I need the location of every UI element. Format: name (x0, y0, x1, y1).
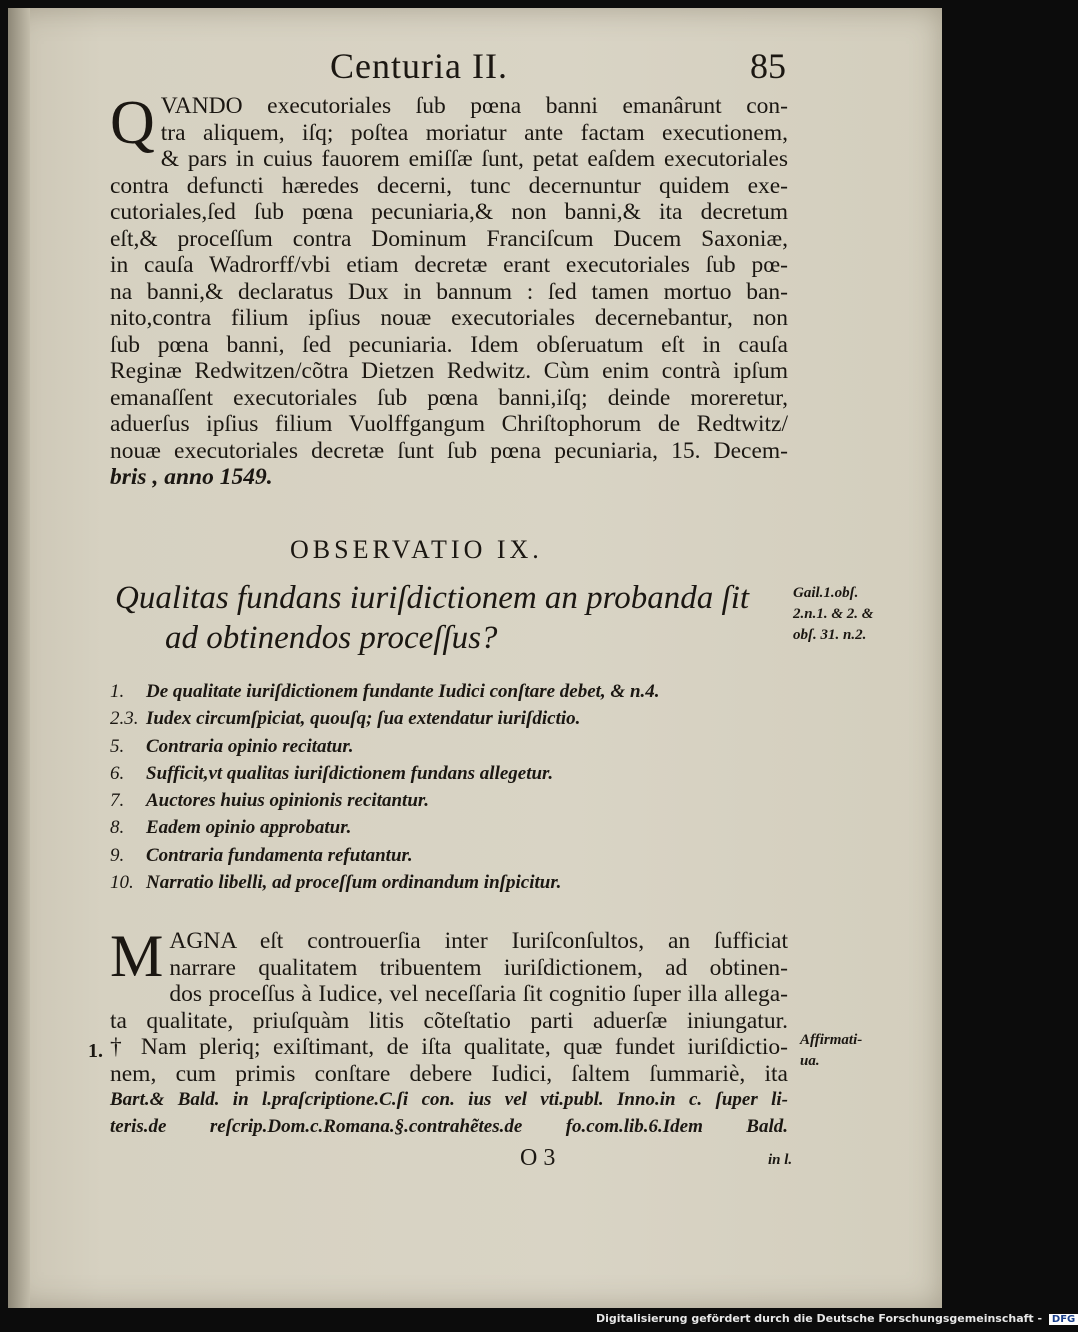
drop-cap-m: M (110, 923, 164, 989)
summary-number: 5. (110, 735, 125, 757)
paragraph-line: ta qualitate, priuſquàm litis cõteſtatio parti aduerſæ iniungatur. (110, 1007, 788, 1034)
paragraph-line-citation: Bart.& Bald. in l.praſcriptione.C.ſi con. ius vel vti.publ. Inno.in c. ſuper li- (110, 1089, 788, 1110)
summary-item (110, 760, 790, 787)
paragraph-line: in cauſa Wadrorff/vbi etiam decretæ erant executoriales ſub pœ- (110, 252, 788, 278)
paragraph-line: & pars in cuius fauorem emiſſæ ſunt, petat eaſdem executoriales (160, 146, 788, 172)
summary-text: Contraria fundamenta refutantur. (146, 844, 413, 866)
summary-item (110, 787, 790, 814)
drop-cap-q: Q (110, 89, 155, 157)
summary-text: Sufficit,vt qualitas iuriſdictionem fundans allegetur. (146, 762, 554, 784)
summary-text: Narratio libelli, ad proceſſum ordinandum inſpicitur. (146, 872, 562, 894)
summary-number: 9. (110, 844, 125, 866)
summary-number: 10. (110, 872, 134, 894)
question-line-1: Qualitas fundans iuriſdictionem an probanda ſit (115, 580, 750, 616)
footer-text: Digitalisierung gefördert durch die Deutsche Forschungsgemeinschaft - (596, 1312, 1043, 1325)
paragraph-line: Reginæ Redwitzen/cõtra Dietzen Redwitz. Cùm enim contrà ipſum (110, 358, 788, 384)
summary-item (110, 842, 790, 869)
margin-note-catchword: in l. (768, 1152, 793, 1168)
summary-number: 6. (110, 762, 125, 784)
paragraph-line: nito,contra filium ipſius nouæ executoriales decernebantur, non (110, 305, 788, 331)
paragraph-line: nouæ executoriales decretæ ſunt ſub pœna pecuniaria, 15. Decem- (110, 437, 788, 464)
margin-note-citation: Gail.1.obſ. 2.n.1. & 2. & obſ. 31. n.2. (793, 585, 874, 643)
summary-item (110, 869, 790, 896)
funding-footer (596, 1312, 1078, 1325)
paragraph-line: aduerſus ipſius filium Vuolffgangum Chriſtophorum de Redtwitz/ (110, 411, 788, 437)
paragraph-line: AGNA eſt controuerſia inter Iuriſconſultos, an ſufficiat (169, 928, 788, 954)
paragraph-line: na banni,& declaratus Dux in bannum : ſed tamen mortuo ban- (110, 278, 788, 305)
dfg-logo: DFG (1049, 1314, 1078, 1325)
summary-item (110, 678, 790, 705)
summary-text: Auctores huius opinionis recitantur. (146, 790, 429, 812)
summary-item (110, 814, 790, 841)
summary-number: 1. (110, 681, 125, 702)
question-line-2: ad obtinendos proceſſus? (165, 620, 498, 656)
paragraph-line-citation: teris.de reſcrip.Dom.c.Romana.§.contrahẽtes.de fo.com.lib.6.Idem Bald. (110, 1115, 788, 1137)
summary-number: 8. (110, 817, 125, 839)
paragraph-line: cutoriales,ſed ſub pœna pecuniaria,& non banni,& ita decretum (110, 199, 788, 225)
question-heading (115, 578, 795, 658)
paragraph-2 (110, 923, 788, 1140)
paragraph-line: eſt,& proceſſum contra Dominum Franciſcum Ducem Saxoniæ, (110, 225, 788, 252)
page-number: 85 (750, 46, 786, 86)
paragraph-line: ſub pœna banni, ſed pecuniaria. Idem obſeruatum eſt in cauſa (110, 331, 788, 358)
signature-mark: O 3 (520, 1145, 556, 1171)
paragraph-line: nem, cum primis conſtare debere Iudici, ſaltem ſummariè, ita (110, 1060, 788, 1087)
page-spine-shadow (8, 8, 30, 1308)
summary-number: 2.3. (110, 708, 139, 730)
observatio-heading: OBSERVATIO IX. (290, 535, 543, 564)
paragraph-line: † Nam pleriq; exiſtimant, de iſta qualitate, quæ fundet iuriſdictio- (110, 1034, 788, 1060)
summary-number: 7. (110, 790, 125, 812)
margin-number-marker: 1. (88, 1040, 103, 1062)
summary-text: Iudex circumſpiciat, quouſq; ſua extendatur iuriſdictio. (146, 708, 581, 730)
paragraph-1 (110, 89, 788, 491)
summary-list (110, 678, 790, 896)
paragraph-line: contra defuncti hæredes decerni, tunc decernuntur quidem exe- (110, 172, 788, 199)
summary-text: De qualitate iuriſdictionem fundante Iudici conſtare debet, & n.4. (146, 681, 660, 702)
margin-note-affirmatiua: Affirmati- ua. (800, 1032, 863, 1069)
paragraph-line: VANDO executoriales ſub pœna banni emanârunt con- (160, 93, 788, 119)
running-head-title: Centuria II. (330, 46, 508, 86)
summary-item (110, 705, 790, 732)
paragraph-line: dos proceſſus à Iudice, vel neceſſaria ſit cognitio ſuper illa allega- (169, 981, 788, 1007)
summary-text: Eadem opinio approbatur. (146, 817, 352, 839)
summary-item (110, 733, 790, 760)
paragraph-line-last: bris , anno 1549. (110, 464, 273, 490)
paragraph-line: narrare qualitatem tribuentem iuriſdictionem, ad obtinen- (169, 954, 788, 981)
paragraph-line: emanaſſent executoriales ſub pœna banni,iſq; deinde moreretur, (110, 384, 788, 411)
paragraph-line: tra aliquem, iſq; poſtea moriatur ante factam executionem, (160, 119, 788, 146)
summary-text: Contraria opinio recitatur. (146, 735, 354, 757)
